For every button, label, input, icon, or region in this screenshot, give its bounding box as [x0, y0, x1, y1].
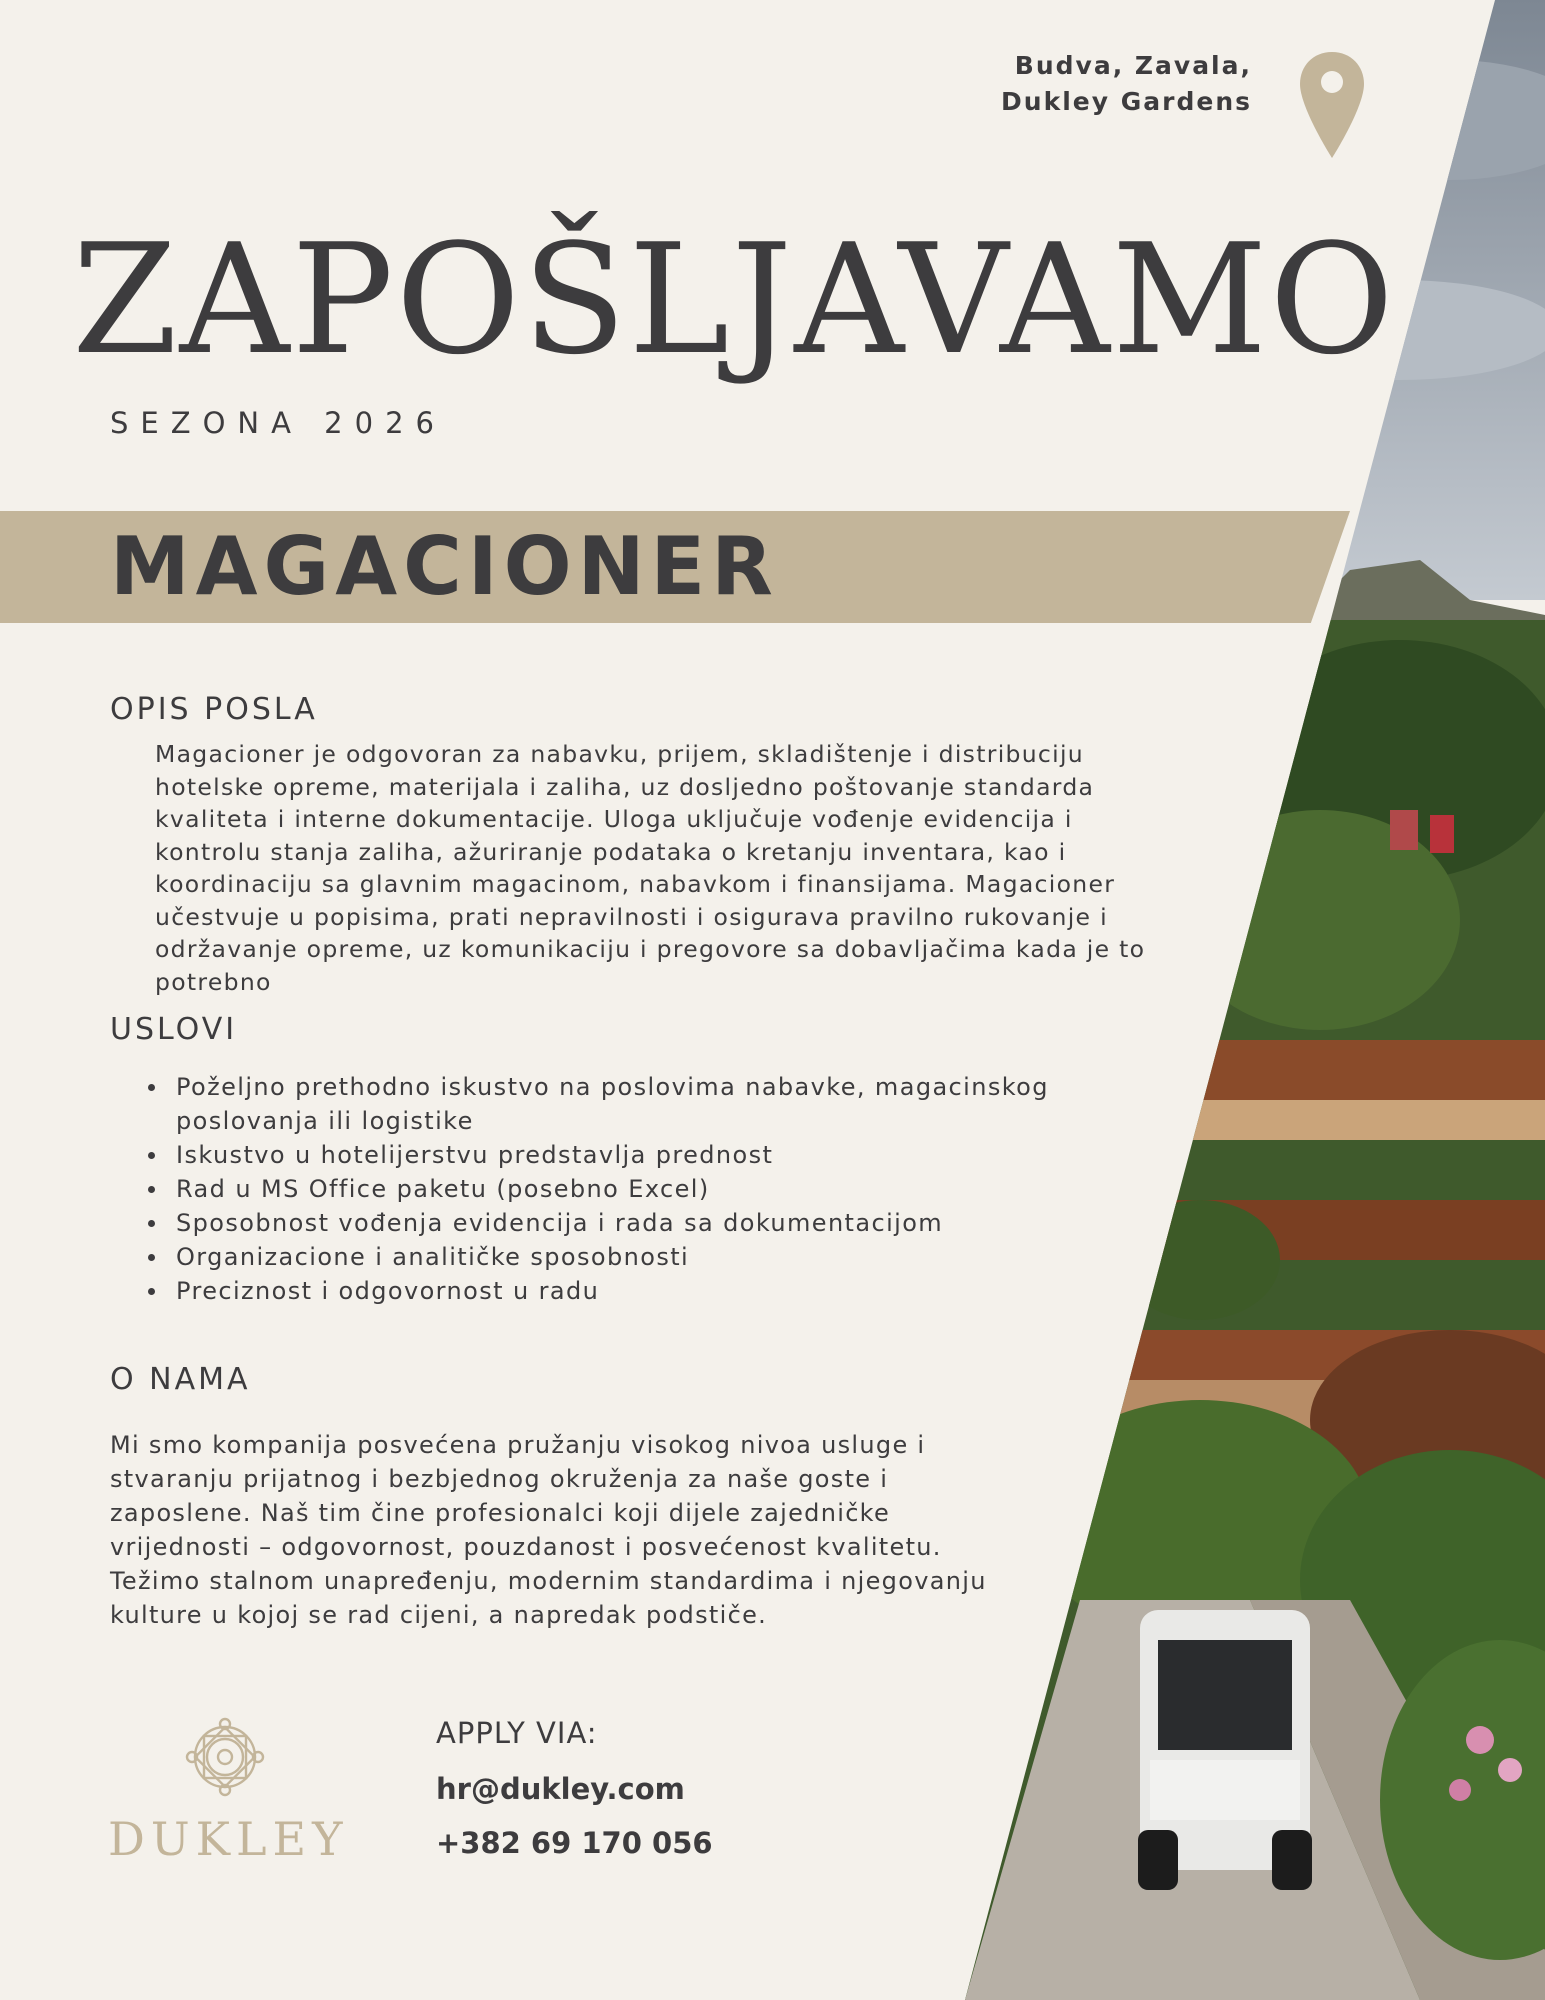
requirement-item: Poželjno prethodno iskustvo na poslovima nabavke, magacinskog poslovanja ili logistike: [140, 1070, 1100, 1138]
season-label: SEZONA 2026: [110, 406, 446, 440]
dukley-logo-wordmark: DUKLEY: [108, 1812, 349, 1866]
apply-phone-link[interactable]: +382 69 170 056: [436, 1826, 713, 1860]
apply-via-label: APPLY VIA:: [436, 1716, 598, 1750]
requirement-item: Sposobnost vođenja evidencija i rada sa dokumentacijom: [140, 1206, 1100, 1240]
map-pin-icon: [1298, 50, 1366, 160]
dukley-emblem-icon: [184, 1716, 266, 1798]
requirements-list: [140, 1070, 1100, 1308]
location-line-2: Dukley Gardens: [1001, 87, 1252, 116]
requirement-item: Iskustvo u hotelijerstvu predstavlja prednost: [140, 1138, 1100, 1172]
about-us-text: Mi smo kompanija posvećena pružanju visokog nivoa usluge i stvaranju prijatnog i bezbjednog okruženja za naše goste i zaposlene. Naš tim čine profesionalci koji dijele zajedničke vrijednosti – odgovornost, pouzdanost i posvećenost kvalitetu. Težimo stalnom unapređenju, modernim standardima i njegovanju kulture u kojoj se rad cijeni, a napredak podstiče.: [110, 1431, 987, 1629]
requirements-heading: USLOVI: [110, 1012, 238, 1047]
apply-email-link[interactable]: hr@dukley.com: [436, 1772, 685, 1806]
requirement-item: Rad u MS Office paketu (posebno Excel): [140, 1172, 1100, 1206]
job-description-heading: OPIS POSLA: [110, 692, 318, 727]
requirement-item: Organizacione i analitičke sposobnosti: [140, 1240, 1100, 1274]
requirement-item: Preciznost i odgovornost u radu: [140, 1274, 1100, 1308]
headline: ZAPOŠLJAVAMO: [72, 211, 1396, 388]
location-address: [1001, 48, 1252, 120]
job-title: MAGACIONER: [110, 520, 779, 613]
job-description-text: Magacioner je odgovoran za nabavku, prijem, skladištenje i distribuciju hotelske opreme, materijala i zaliha, uz dosljedno poštovanje standarda kvaliteta i interne dokumentacije. Uloga uključuje vođenje evidencija i kontrolu stanja zaliha, ažuriranje podataka o kretanju inventara, kao i koordinaciju sa glavnim magacinom, nabavkom i finansijama. Magacioner učestvuje u popisima, prati nepravilnosti i osigurava pravilno rukovanje i održavanje opreme, uz komunikaciju i pregovore sa dobavljačima kada je to potrebno: [155, 740, 1146, 996]
about-us-heading: O NAMA: [110, 1362, 251, 1397]
location-line-1: Budva, Zavala,: [1014, 51, 1252, 80]
